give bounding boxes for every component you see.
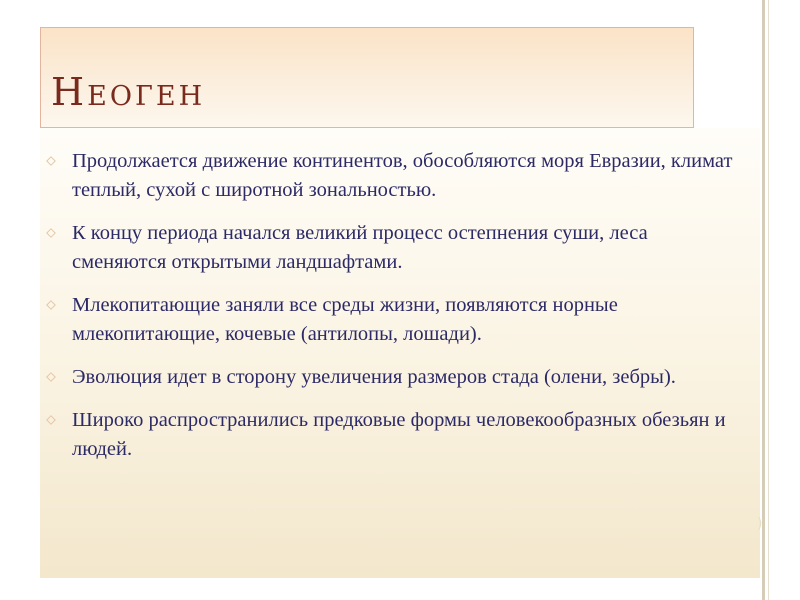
bullet-text: К концу периода начался великий процесс остепнения суши, леса сменяются открытыми ландшафтами. xyxy=(72,222,648,273)
bullet-text: Эволюция идет в сторону увеличения размеров стада (олени, зебры). xyxy=(72,366,676,388)
bullet-list xyxy=(46,147,746,478)
bullet-item xyxy=(46,406,746,464)
right-edge-rule xyxy=(762,0,765,600)
hollow-diamond-bullet-icon xyxy=(46,300,56,310)
hollow-diamond-bullet-icon xyxy=(46,372,56,382)
right-edge-rule-thin xyxy=(768,0,769,600)
slide-marker: ) xyxy=(757,516,763,532)
slide-title: Неоген xyxy=(51,70,206,114)
bullet-text: Млекопитающие заняли все среды жизни, появляются норные млекопитающие, кочевые (антилопы, лошади). xyxy=(72,294,618,345)
bullet-item xyxy=(46,219,746,277)
bullet-text: Широко распространились предковые формы человекообразных обезьян и людей. xyxy=(72,409,726,460)
hollow-diamond-bullet-icon xyxy=(46,415,56,425)
hollow-diamond-bullet-icon xyxy=(46,228,56,238)
bullet-item xyxy=(46,147,746,205)
bullet-text: Продолжается движение континентов, обособляются моря Евразии, климат теплый, сухой с широтной зональностью. xyxy=(72,150,733,201)
bullet-item xyxy=(46,291,746,349)
hollow-diamond-bullet-icon xyxy=(46,156,56,166)
bullet-item xyxy=(46,363,746,392)
